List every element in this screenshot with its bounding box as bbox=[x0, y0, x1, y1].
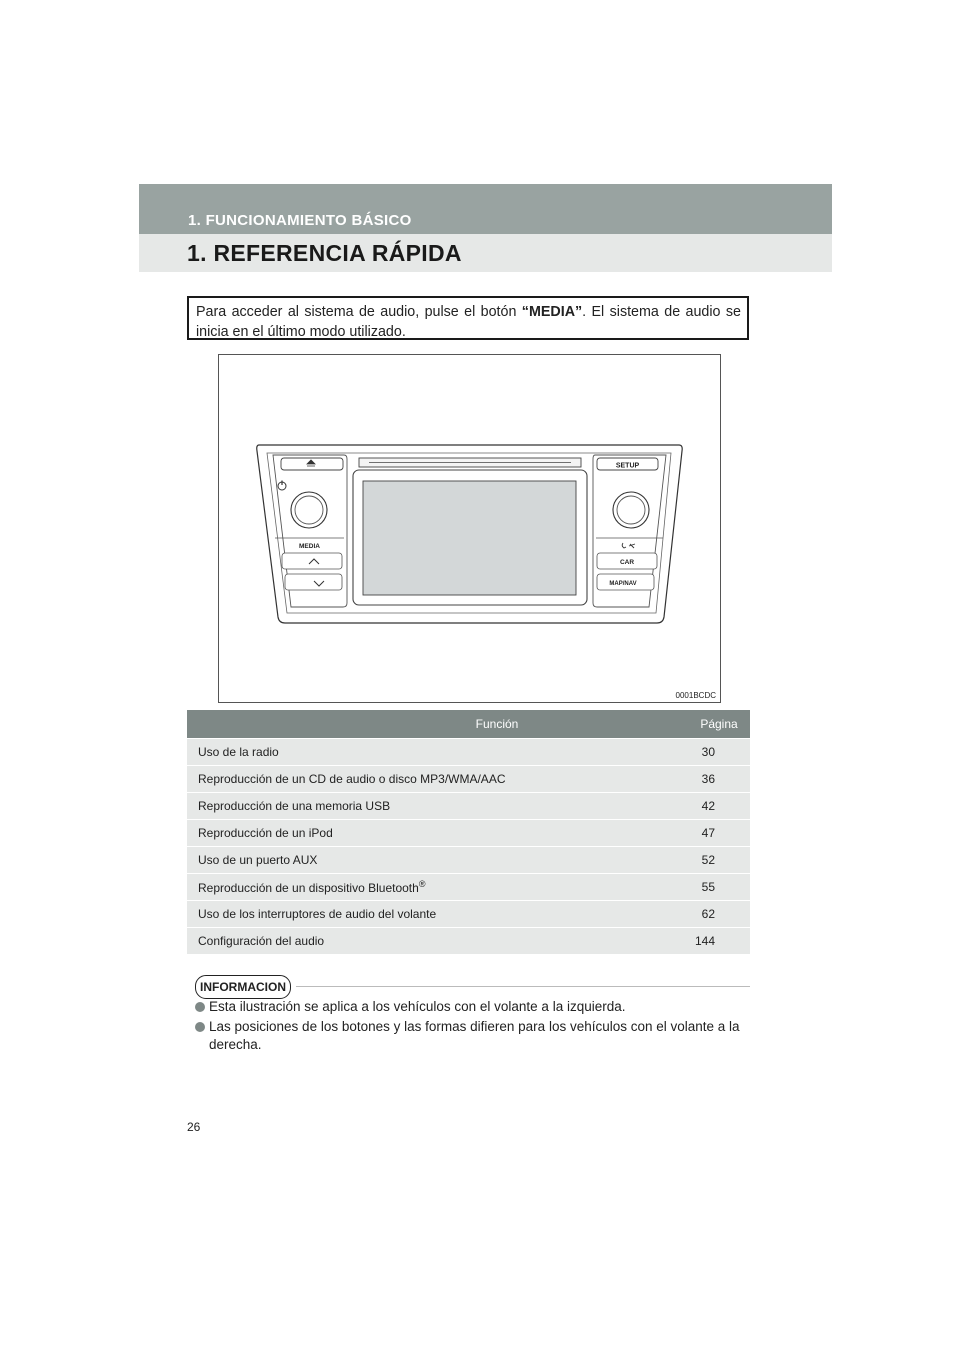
section-label: 1. FUNCIONAMIENTO BÁSICO bbox=[188, 212, 412, 229]
audio-unit-drawing bbox=[219, 355, 722, 704]
row-function: Reproducción de un iPod bbox=[187, 820, 688, 847]
page-title: 1. REFERENCIA RÁPIDA bbox=[187, 240, 462, 266]
row-page: 42 bbox=[688, 793, 750, 820]
table-row bbox=[187, 847, 750, 874]
volume-knob bbox=[291, 492, 327, 528]
row-page: 144 bbox=[688, 928, 750, 955]
row-page: 36 bbox=[688, 766, 750, 793]
setup-label: SETUP bbox=[615, 462, 640, 470]
seek-down-button bbox=[285, 574, 342, 590]
info-badge: INFORMACION bbox=[195, 975, 291, 999]
table-header-row bbox=[187, 710, 750, 739]
row-page: 30 bbox=[688, 739, 750, 766]
display-screen bbox=[363, 481, 576, 595]
header-function: Función bbox=[187, 710, 688, 739]
audio-unit-illustration bbox=[218, 354, 721, 703]
page-number: 26 bbox=[187, 1120, 201, 1134]
intro-text-after: . El sistema de audio se inicia en el último modo utilizado. bbox=[196, 304, 741, 340]
row-function bbox=[187, 874, 688, 901]
row-function: Uso de la radio bbox=[187, 739, 688, 766]
table-row bbox=[187, 874, 750, 901]
figure-id: 0001BCDC bbox=[675, 691, 716, 700]
row-function: Reproducción de una memoria USB bbox=[187, 793, 688, 820]
info-list bbox=[195, 998, 755, 1056]
chapter-header bbox=[139, 184, 832, 272]
bullet-icon bbox=[195, 1022, 205, 1032]
section-band bbox=[139, 184, 832, 234]
info-item bbox=[195, 998, 755, 1016]
header-page: Página bbox=[688, 710, 750, 739]
row-function: Reproducción de un CD de audio o disco MP3/WMA/AAC bbox=[187, 766, 688, 793]
row-function: Configuración del audio bbox=[187, 928, 688, 955]
info-item bbox=[195, 1018, 755, 1054]
row-page: 62 bbox=[688, 901, 750, 928]
info-divider bbox=[296, 986, 750, 987]
car-label: CAR bbox=[619, 559, 635, 566]
media-button-name: “MEDIA” bbox=[521, 304, 583, 320]
info-item-text: Las posiciones de los botones y las formas difieren para los vehículos con el volante a la derecha. bbox=[209, 1019, 740, 1052]
table-row bbox=[187, 928, 750, 955]
map-nav-label: MAP/NAV bbox=[609, 581, 637, 587]
row-page: 52 bbox=[688, 847, 750, 874]
row-page: 47 bbox=[688, 820, 750, 847]
tune-knob bbox=[613, 492, 649, 528]
registered-mark: ® bbox=[418, 879, 426, 889]
row-function-text: Reproducción de un dispositivo Bluetooth bbox=[198, 881, 419, 895]
media-label: MEDIA bbox=[299, 543, 320, 550]
info-item-text: Esta ilustración se aplica a los vehículos con el volante a la izquierda. bbox=[209, 999, 626, 1014]
table-row bbox=[187, 820, 750, 847]
row-page: 55 bbox=[688, 874, 750, 901]
row-function: Uso de un puerto AUX bbox=[187, 847, 688, 874]
function-table bbox=[187, 710, 750, 954]
table-row bbox=[187, 793, 750, 820]
row-function: Uso de los interruptores de audio del volante bbox=[187, 901, 688, 928]
table-row bbox=[187, 766, 750, 793]
intro-text-before: Para acceder al sistema de audio, pulse el botón bbox=[196, 304, 522, 320]
bullet-icon bbox=[195, 1002, 205, 1012]
intro-box bbox=[187, 296, 749, 340]
table-row bbox=[187, 739, 750, 766]
table-row bbox=[187, 901, 750, 928]
